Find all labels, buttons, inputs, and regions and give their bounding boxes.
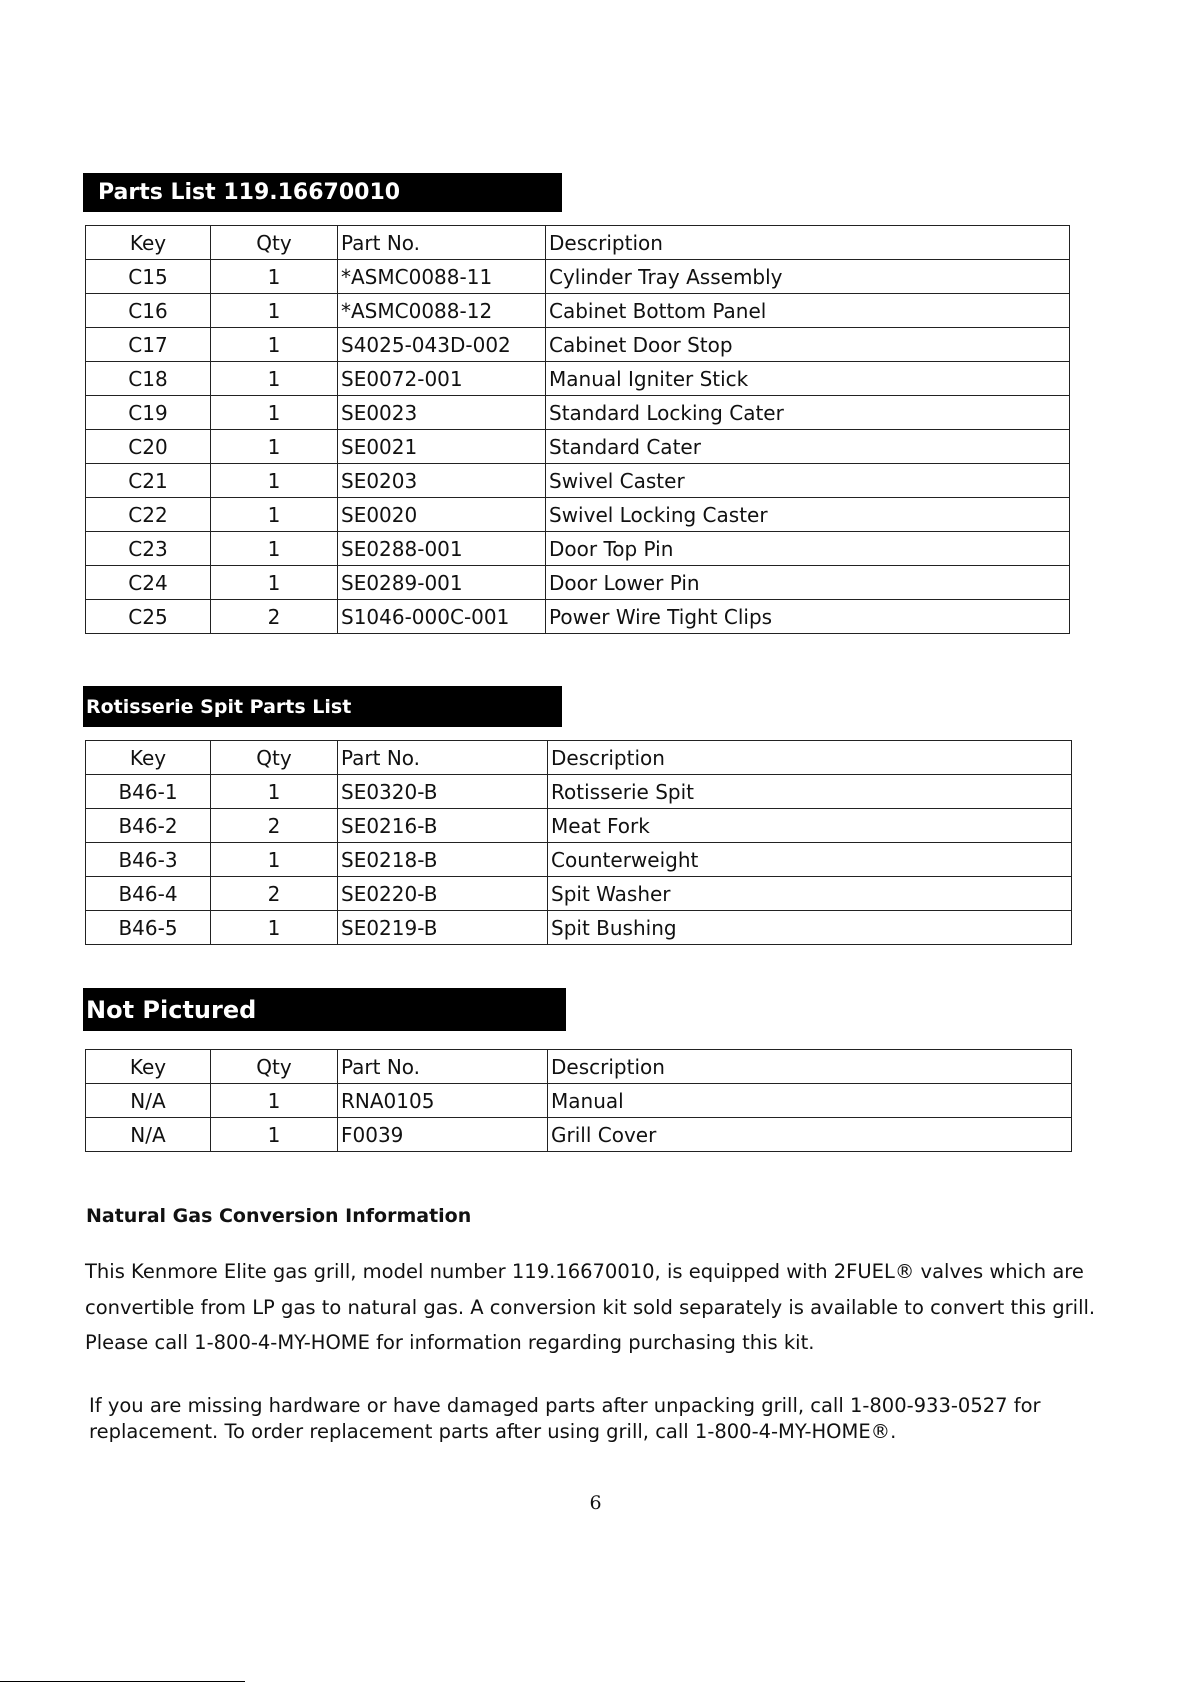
table-row	[86, 775, 1072, 809]
table-row	[86, 362, 1070, 396]
table-cell: C23	[86, 532, 211, 566]
table-cell: S4025-043D-002	[338, 328, 546, 362]
table-cell: Swivel Locking Caster	[546, 498, 1070, 532]
table-row	[86, 843, 1072, 877]
table-cell: SE0219-B	[338, 911, 548, 945]
column-header: Key	[86, 1050, 211, 1084]
table-cell: 1	[211, 260, 338, 294]
table-cell: SE0203	[338, 464, 546, 498]
table-cell: C17	[86, 328, 211, 362]
table-cell: 1	[211, 775, 338, 809]
table-row	[86, 294, 1070, 328]
table-row	[86, 328, 1070, 362]
table-cell: SE0288-001	[338, 532, 546, 566]
table-cell: Spit Bushing	[548, 911, 1072, 945]
table-cell: B46-5	[86, 911, 211, 945]
not-pictured-title-bar	[83, 988, 566, 1031]
table-cell: C18	[86, 362, 211, 396]
table-cell: 1	[211, 464, 338, 498]
table-cell: B46-3	[86, 843, 211, 877]
table-cell: C15	[86, 260, 211, 294]
table-cell: Grill Cover	[548, 1118, 1072, 1152]
table-row	[86, 532, 1070, 566]
conversion-paragraph	[85, 1254, 1095, 1361]
table-cell: SE0320-B	[338, 775, 548, 809]
column-header: Qty	[211, 1050, 338, 1084]
table-cell: 1	[211, 498, 338, 532]
table-header-row	[86, 226, 1070, 260]
column-header: Description	[546, 226, 1070, 260]
column-header: Key	[86, 741, 211, 775]
table-cell: SE0021	[338, 430, 546, 464]
table-cell: C24	[86, 566, 211, 600]
column-header: Part No.	[338, 1050, 548, 1084]
table-cell: Manual	[548, 1084, 1072, 1118]
column-header: Qty	[211, 226, 338, 260]
table-row	[86, 809, 1072, 843]
table-cell: 2	[211, 877, 338, 911]
table-cell: B46-2	[86, 809, 211, 843]
table-cell: C20	[86, 430, 211, 464]
table-cell: C19	[86, 396, 211, 430]
table-cell: C22	[86, 498, 211, 532]
table-cell: *ASMC0088-11	[338, 260, 546, 294]
table-cell: 1	[211, 1084, 338, 1118]
table-cell: Cabinet Bottom Panel	[546, 294, 1070, 328]
rotisserie-table	[85, 740, 1072, 945]
table-row	[86, 877, 1072, 911]
table-row	[86, 566, 1070, 600]
table-row	[86, 1084, 1072, 1118]
table-cell: 1	[211, 1118, 338, 1152]
column-header: Description	[548, 1050, 1072, 1084]
table-row	[86, 430, 1070, 464]
table-cell: Door Top Pin	[546, 532, 1070, 566]
table-cell: 1	[211, 566, 338, 600]
table-cell: SE0289-001	[338, 566, 546, 600]
column-header: Key	[86, 226, 211, 260]
table-cell: 1	[211, 328, 338, 362]
replacement-line: replacement. To order replacement parts after using grill, call 1-800-4-MY-HOME®.	[89, 1420, 897, 1443]
footer-rule	[0, 1681, 245, 1682]
table-cell: SE0216-B	[338, 809, 548, 843]
table-row	[86, 260, 1070, 294]
table-cell: Manual Igniter Stick	[546, 362, 1070, 396]
table-cell: 2	[211, 600, 338, 634]
table-cell: 1	[211, 843, 338, 877]
table-cell: SE0020	[338, 498, 546, 532]
table-cell: C25	[86, 600, 211, 634]
table-row	[86, 396, 1070, 430]
table-cell: Power Wire Tight Clips	[546, 600, 1070, 634]
table-cell: 2	[211, 809, 338, 843]
parts-list-table	[85, 225, 1070, 634]
table-row	[86, 498, 1070, 532]
table-cell: 1	[211, 396, 338, 430]
not-pictured-title: Not Pictured	[86, 995, 257, 1024]
table-cell: Meat Fork	[548, 809, 1072, 843]
table-cell: 1	[211, 430, 338, 464]
table-cell: SE0072-001	[338, 362, 546, 396]
table-cell: N/A	[86, 1118, 211, 1152]
table-cell: Standard Cater	[546, 430, 1070, 464]
table-header-row	[86, 1050, 1072, 1084]
conversion-line: convertible from LP gas to natural gas. A conversion kit sold separately is available to convert this grill.	[85, 1295, 1096, 1319]
table-row	[86, 1118, 1072, 1152]
table-cell: Cabinet Door Stop	[546, 328, 1070, 362]
table-row	[86, 911, 1072, 945]
replacement-paragraph	[89, 1393, 1041, 1445]
table-cell: Door Lower Pin	[546, 566, 1070, 600]
table-cell: Cylinder Tray Assembly	[546, 260, 1070, 294]
table-cell: C21	[86, 464, 211, 498]
table-cell: SE0023	[338, 396, 546, 430]
table-cell: B46-4	[86, 877, 211, 911]
table-row	[86, 464, 1070, 498]
rotisserie-title-bar	[83, 686, 562, 727]
table-header-row	[86, 741, 1072, 775]
table-cell: C16	[86, 294, 211, 328]
table-cell: Rotisserie Spit	[548, 775, 1072, 809]
column-header: Part No.	[338, 226, 546, 260]
parts-list-title-bar	[83, 173, 562, 212]
table-cell: 1	[211, 911, 338, 945]
conversion-line: Please call 1-800-4-MY-HOME for information regarding purchasing this kit.	[85, 1331, 815, 1354]
table-cell: RNA0105	[338, 1084, 548, 1118]
rotisserie-title: Rotisserie Spit Parts List	[86, 695, 352, 718]
table-cell: S1046-000C-001	[338, 600, 546, 634]
table-cell: Spit Washer	[548, 877, 1072, 911]
page-number: 6	[589, 1492, 602, 1514]
table-cell: N/A	[86, 1084, 211, 1118]
replacement-line: If you are missing hardware or have damaged parts after unpacking grill, call 1-800-933-0527 for	[89, 1394, 1041, 1417]
table-cell: 1	[211, 532, 338, 566]
table-cell: SE0220-B	[338, 877, 548, 911]
table-cell: F0039	[338, 1118, 548, 1152]
table-cell: Standard Locking Cater	[546, 396, 1070, 430]
table-cell: SE0218-B	[338, 843, 548, 877]
table-cell: Swivel Caster	[546, 464, 1070, 498]
conversion-heading: Natural Gas Conversion Information	[86, 1205, 472, 1227]
table-cell: B46-1	[86, 775, 211, 809]
conversion-line: This Kenmore Elite gas grill, model number 119.16670010, is equipped with 2FUEL® valves which are	[85, 1260, 1084, 1283]
not-pictured-table	[85, 1049, 1072, 1152]
column-header: Part No.	[338, 741, 548, 775]
table-row	[86, 600, 1070, 634]
column-header: Qty	[211, 741, 338, 775]
table-cell: 1	[211, 362, 338, 396]
parts-list-title: Parts List 119.16670010	[98, 180, 401, 205]
column-header: Description	[548, 741, 1072, 775]
table-cell: 1	[211, 294, 338, 328]
table-cell: *ASMC0088-12	[338, 294, 546, 328]
table-cell: Counterweight	[548, 843, 1072, 877]
